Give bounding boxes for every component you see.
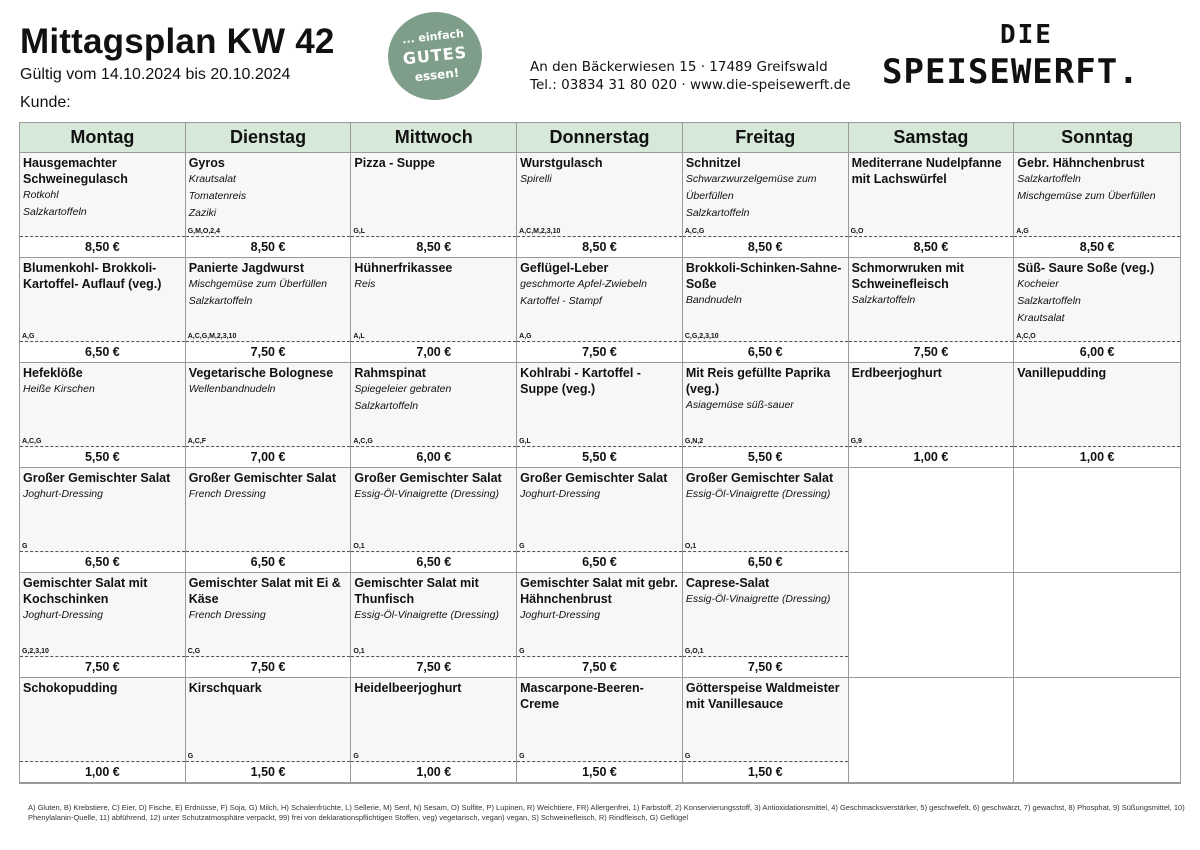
price: 7,00 € (186, 448, 351, 467)
side-dish: Essig-Öl-Vinaigrette (Dressing) (354, 488, 499, 500)
dish-name: Gebr. Hähnchenbrust (1017, 156, 1145, 170)
price: 7,50 € (517, 658, 682, 677)
allergen-codes: G,N,2 (684, 438, 704, 445)
empty-cell (849, 678, 1015, 783)
dish-name: Vanillepudding (1017, 366, 1107, 380)
menu-cell (351, 153, 517, 258)
menu-cell (517, 678, 683, 783)
dish-block (852, 365, 1012, 381)
dish-block (23, 575, 183, 624)
side-dish: Salzkartoffeln (685, 207, 750, 219)
menu-cell (351, 363, 517, 468)
dashed-divider (351, 761, 516, 762)
side-dish: Salzkartoffeln (1017, 173, 1081, 185)
dashed-divider (20, 761, 185, 762)
side-dish: Mischgemüse zum Überfüllen (1017, 190, 1156, 202)
slogan-badge (384, 7, 487, 104)
dashed-divider (186, 551, 351, 552)
menu-cell (1014, 258, 1180, 363)
allergen-codes: G (353, 753, 359, 760)
menu-cell (517, 573, 683, 678)
dish-block (354, 365, 514, 415)
price: 7,50 € (849, 343, 1014, 362)
dish-block (1017, 155, 1178, 205)
price: 8,50 € (683, 238, 848, 257)
side-dish: Krautsalat (188, 173, 236, 185)
menu-cell (20, 573, 186, 678)
menu-cell (186, 363, 352, 468)
allergen-codes: A,C,G,M,2,3,10 (187, 333, 237, 340)
menu-cell (683, 363, 849, 468)
dish-name: Großer Gemischter Salat (354, 471, 502, 485)
menu-table (19, 122, 1181, 784)
side-dish: geschmorte Apfel-Zwiebeln (520, 278, 647, 290)
price: 8,50 € (1014, 238, 1180, 257)
dish-block (189, 155, 349, 222)
price: 7,50 € (351, 658, 516, 677)
side-dish: Kocheier (1017, 278, 1059, 290)
side-dish: Joghurt-Dressing (23, 609, 103, 621)
dashed-divider (186, 236, 351, 237)
badge-line-3: essen! (414, 65, 460, 85)
empty-cell (1014, 468, 1180, 573)
side-dish: French Dressing (188, 488, 266, 500)
menu-cell (683, 258, 849, 363)
price: 7,50 € (20, 658, 185, 677)
allergen-codes: A,C,G (22, 438, 42, 445)
dashed-divider (186, 446, 351, 447)
dashed-divider (849, 446, 1014, 447)
dish-name: Geflügel-Leber (520, 261, 609, 275)
dish-block (23, 470, 183, 503)
dashed-divider (20, 551, 185, 552)
dashed-divider (351, 656, 516, 657)
menu-cell (1014, 153, 1180, 258)
price: 7,00 € (351, 343, 516, 362)
dashed-divider (351, 446, 516, 447)
dish-name: Gemischter Salat mit Thunfisch (354, 576, 479, 606)
dish-name: Hausgemachter Schweinegulasch (23, 156, 128, 186)
price: 7,50 € (186, 343, 351, 362)
side-dish: Salzkartoffeln (1017, 295, 1081, 307)
allergen-codes: G (519, 543, 525, 550)
menu-cell (351, 678, 517, 783)
dish-block (1017, 260, 1178, 327)
day-header: Samstag (849, 123, 1015, 153)
side-dish: Heiße Kirschen (23, 383, 95, 395)
dish-block (23, 155, 183, 221)
dashed-divider (20, 446, 185, 447)
price: 1,50 € (517, 763, 682, 782)
menu-cell (517, 153, 683, 258)
menu-cell (351, 573, 517, 678)
menu-cell (186, 258, 352, 363)
price: 6,50 € (683, 553, 848, 572)
allergen-codes: G,L (353, 228, 366, 235)
allergen-codes: G (187, 753, 194, 760)
menu-cell (20, 678, 186, 783)
dish-name: Caprese-Salat (685, 576, 770, 590)
price: 6,50 € (20, 343, 185, 362)
allergen-codes: G,O,1 (684, 648, 704, 655)
price: 1,00 € (351, 763, 516, 782)
price: 7,50 € (683, 658, 848, 677)
side-dish: Tomatenreis (188, 190, 247, 202)
side-dish: Mischgemüse zum Überfüllen (188, 278, 328, 290)
menu-cell (849, 363, 1015, 468)
menu-cell (186, 153, 352, 258)
dish-block (686, 365, 846, 414)
dish-block (354, 470, 514, 503)
side-dish: Spirelli (520, 173, 552, 185)
dish-name: Erdbeerjoghurt (851, 366, 942, 380)
dish-block (686, 155, 846, 222)
side-dish: Salzkartoffeln (851, 294, 916, 306)
dish-name: Blumenkohl- Brokkoli-Kartoffel- Auflauf (veg.) (23, 261, 162, 291)
price: 8,50 € (351, 238, 516, 257)
day-header: Donnerstag (517, 123, 683, 153)
side-dish: Schwarzwurzelgemüse zum Überfüllen (685, 173, 817, 202)
menu-cell (683, 678, 849, 783)
allergen-codes: O,1 (353, 648, 365, 655)
dish-name: Panierte Jagdwurst (188, 261, 305, 275)
dish-name: Mediterrane Nudelpfanne mit Lachswürfel (851, 156, 1002, 186)
dish-name: Pizza - Suppe (354, 156, 435, 170)
badge-line-1: ... einfach (401, 26, 465, 47)
allergen-codes: A,C,O (1016, 333, 1036, 340)
price: 1,00 € (20, 763, 185, 782)
dish-name: Mit Reis gefüllte Paprika (veg.) (685, 366, 831, 396)
menu-cell (186, 573, 352, 678)
day-header: Freitag (683, 123, 849, 153)
allergen-codes: A,G (519, 333, 532, 340)
price: 6,50 € (20, 553, 185, 572)
dashed-divider (683, 761, 848, 762)
dashed-divider (849, 341, 1014, 342)
dashed-divider (849, 236, 1014, 237)
price: 8,50 € (517, 238, 682, 257)
side-dish: Joghurt-Dressing (23, 488, 103, 500)
allergen-codes: A,G (22, 333, 35, 340)
empty-cell (1014, 573, 1180, 678)
dish-name: Schokopudding (23, 681, 118, 695)
menu-cell (683, 153, 849, 258)
dish-block (520, 260, 680, 310)
dashed-divider (1014, 236, 1180, 237)
allergen-codes: A,C,M,2,3,10 (519, 228, 561, 235)
allergen-codes: G (684, 753, 691, 760)
dashed-divider (683, 656, 848, 657)
menu-cell (517, 468, 683, 573)
allergen-codes: G,O (850, 228, 864, 235)
address-line: An den Bäckerwiesen 15 · 17489 Greifswald (530, 59, 828, 75)
badge-line-2: GUTES (401, 42, 469, 69)
menu-cell (186, 468, 352, 573)
day-header: Sonntag (1014, 123, 1180, 153)
dish-name: Gemischter Salat mit gebr. Hähnchenbrust (520, 576, 678, 606)
dish-name: Kohlrabi - Kartoffel - Suppe (veg.) (520, 366, 641, 396)
side-dish: Joghurt-Dressing (520, 488, 601, 500)
menu-cell (20, 153, 186, 258)
dish-block (23, 260, 183, 292)
price: 6,50 € (517, 553, 682, 572)
dish-block (1017, 365, 1178, 381)
dish-name: Götterspeise Waldmeister mit Vanillesauce (685, 681, 840, 711)
dish-name: Rahmspinat (354, 366, 426, 380)
side-dish: Salzkartoffeln (354, 400, 419, 412)
price: 6,50 € (683, 343, 848, 362)
menu-cell (20, 258, 186, 363)
page-title: Mittagsplan KW 42 (20, 22, 335, 61)
dish-name: Vegetarische Bolognese (188, 366, 334, 380)
allergen-codes: G,M,O,2,4 (187, 228, 220, 235)
menu-cell (683, 573, 849, 678)
dish-name: Brokkoli-Schinken-Sahne-Soße (685, 261, 842, 291)
allergen-codes: G,L (519, 438, 531, 445)
day-header: Dienstag (186, 123, 352, 153)
day-header: Mittwoch (351, 123, 517, 153)
side-dish: Salzkartoffeln (188, 295, 253, 307)
dish-name: Hühnerfrikassee (354, 261, 453, 275)
side-dish: French Dressing (188, 609, 266, 621)
price: 5,50 € (20, 448, 185, 467)
logo-bottom: SPEISEWERFT. (882, 52, 1140, 92)
dish-name: Großer Gemischter Salat (685, 471, 834, 485)
dish-name: Großer Gemischter Salat (188, 471, 336, 485)
dashed-divider (20, 236, 185, 237)
dish-name: Schnitzel (685, 156, 741, 170)
contact-line: Tel.: 03834 31 80 020 · www.die-speisewerft.de (530, 77, 851, 93)
dish-block (686, 680, 846, 712)
dish-block (189, 365, 349, 398)
dashed-divider (351, 341, 516, 342)
side-dish: Bandnudeln (685, 294, 742, 306)
dish-name: Großer Gemischter Salat (23, 471, 171, 485)
side-dish: Joghurt-Dressing (520, 609, 601, 621)
allergen-codes: C,G,2,3,10 (684, 333, 719, 340)
empty-cell (849, 468, 1015, 573)
dish-name: Großer Gemischter Salat (520, 471, 668, 485)
dashed-divider (683, 341, 848, 342)
dashed-divider (20, 341, 185, 342)
dish-block (354, 575, 514, 624)
menu-cell (849, 258, 1015, 363)
dashed-divider (517, 551, 682, 552)
side-dish: Kartoffel - Stampf (520, 295, 602, 307)
menu-cell (20, 363, 186, 468)
dashed-divider (683, 551, 848, 552)
allergen-codes: O,1 (684, 543, 697, 550)
dish-block (520, 575, 680, 624)
dish-name: Gemischter Salat mit Ei & Käse (188, 576, 341, 606)
dish-block (354, 260, 514, 293)
allergen-codes: G (519, 753, 525, 760)
side-dish: Krautsalat (1017, 312, 1065, 324)
dish-name: Gemischter Salat mit Kochschinken (23, 576, 148, 606)
dashed-divider (517, 341, 682, 342)
dish-block (189, 470, 349, 503)
address-block (530, 58, 851, 94)
dish-name: Wurstgulasch (520, 156, 603, 170)
allergen-codes: G,2,3,10 (22, 648, 49, 655)
dish-name: Hefeklöße (23, 366, 83, 380)
validity-text: Gültig vom 14.10.2024 bis 20.10.2024 (20, 66, 291, 83)
price: 7,50 € (517, 343, 682, 362)
allergen-codes: A,L (353, 333, 365, 340)
allergen-codes: G,9 (850, 438, 862, 445)
dish-block (686, 470, 846, 503)
price: 7,50 € (186, 658, 351, 677)
price: 6,50 € (351, 553, 516, 572)
dish-block (852, 155, 1012, 187)
dish-block (189, 260, 349, 310)
menu-cell (186, 678, 352, 783)
price: 8,50 € (186, 238, 351, 257)
dashed-divider (186, 656, 351, 657)
menu-cell (351, 258, 517, 363)
side-dish: Essig-Öl-Vinaigrette (Dressing) (685, 593, 831, 605)
dish-block (189, 680, 349, 696)
allergen-codes: A,C,G (684, 228, 705, 235)
price: 6,50 € (186, 553, 351, 572)
dish-name: Heidelbeerjoghurt (354, 681, 462, 695)
price: 8,50 € (20, 238, 185, 257)
dashed-divider (1014, 341, 1180, 342)
side-dish: Asiagemüse süß-sauer (685, 399, 794, 411)
allergen-codes: O,1 (353, 543, 365, 550)
empty-cell (1014, 678, 1180, 783)
empty-cell (849, 573, 1015, 678)
logo-top: DIE (1000, 20, 1053, 50)
dashed-divider (186, 761, 351, 762)
dashed-divider (517, 761, 682, 762)
menu-cell (517, 363, 683, 468)
dish-block (354, 155, 514, 171)
price: 5,50 € (683, 448, 848, 467)
dish-name: Kirschquark (188, 681, 262, 695)
side-dish: Rotkohl (23, 189, 59, 201)
menu-cell (20, 468, 186, 573)
allergen-codes: G (22, 543, 28, 550)
dish-block (520, 680, 680, 712)
price: 1,00 € (1014, 448, 1180, 467)
side-dish: Zaziki (188, 207, 217, 219)
allergen-codes: A,C,F (187, 438, 206, 445)
menu-cell (517, 258, 683, 363)
dashed-divider (1014, 446, 1180, 447)
price: 5,50 € (517, 448, 682, 467)
allergen-codes: C,G (187, 648, 201, 655)
dashed-divider (517, 656, 682, 657)
dashed-divider (186, 341, 351, 342)
side-dish: Essig-Öl-Vinaigrette (Dressing) (354, 609, 499, 621)
dish-block (686, 260, 846, 309)
menu-cell (1014, 363, 1180, 468)
dish-block (189, 575, 349, 624)
day-header: Montag (20, 123, 186, 153)
price: 8,50 € (849, 238, 1014, 257)
allergen-codes: G (519, 648, 525, 655)
menu-cell (849, 153, 1015, 258)
dashed-divider (517, 446, 682, 447)
side-dish: Salzkartoffeln (23, 206, 87, 218)
dish-block (23, 680, 183, 696)
dish-name: Schmorwruken mit Schweinefleisch (851, 261, 965, 291)
dashed-divider (683, 446, 848, 447)
dashed-divider (20, 656, 185, 657)
menu-cell (351, 468, 517, 573)
side-dish: Wellenbandnudeln (188, 383, 276, 395)
price: 1,50 € (186, 763, 351, 782)
price: 1,00 € (849, 448, 1014, 467)
dish-block (520, 470, 680, 503)
price: 6,00 € (1014, 343, 1180, 362)
dish-block (23, 365, 183, 398)
price: 6,00 € (351, 448, 516, 467)
price: 1,50 € (683, 763, 848, 782)
dashed-divider (517, 236, 682, 237)
dish-block (354, 680, 514, 696)
customer-label: Kunde: (20, 94, 71, 111)
dashed-divider (351, 551, 516, 552)
menu-cell (683, 468, 849, 573)
allergen-codes: A,C,G (353, 438, 373, 445)
dish-block (520, 365, 680, 397)
dish-block (520, 155, 680, 188)
dashed-divider (351, 236, 516, 237)
dashed-divider (683, 236, 848, 237)
side-dish: Reis (354, 278, 376, 290)
dish-name: Mascarpone-Beeren-Creme (520, 681, 644, 711)
dish-block (852, 260, 1012, 309)
side-dish: Spiegeleier gebraten (354, 383, 452, 395)
side-dish: Essig-Öl-Vinaigrette (Dressing) (685, 488, 831, 500)
allergen-codes: A,G (1016, 228, 1029, 235)
allergen-legend: A) Gluten, B) Krebstiere, C) Eier, D) Fische, E) Erdnüsse, F) Soja, G) Milch, H) Schalenfrüchte, L) Sellerie, M) Senf, N) Sesam, O) Sulfite, P) Lupinen, R) Weichtiere, FR) Allergenfrei, 1) Farbstoff, 2) Konservierungsstoff, 3) Antioxidationsmittel, 4) Geschmacksverstärker, 5) geschwefelt, 6) geschwärzt, 7) gewachst, 8) Phosphat, 9) Süßungsmittel, 10) Phenylalanin-Quelle, 11) abführend, 12) unter Schutzatmosphäre verpackt, 99) frei von deklarationspflichtigen Stoffen, veg) vegetarisch, vegan) vegan, S) Schweinefleisch, R) Rindfleisch, G) Geflügel (28, 803, 1185, 822)
dish-block (686, 575, 846, 608)
dish-name: Süß- Saure Soße (veg.) (1017, 261, 1155, 275)
dish-name: Gyros (188, 156, 225, 170)
